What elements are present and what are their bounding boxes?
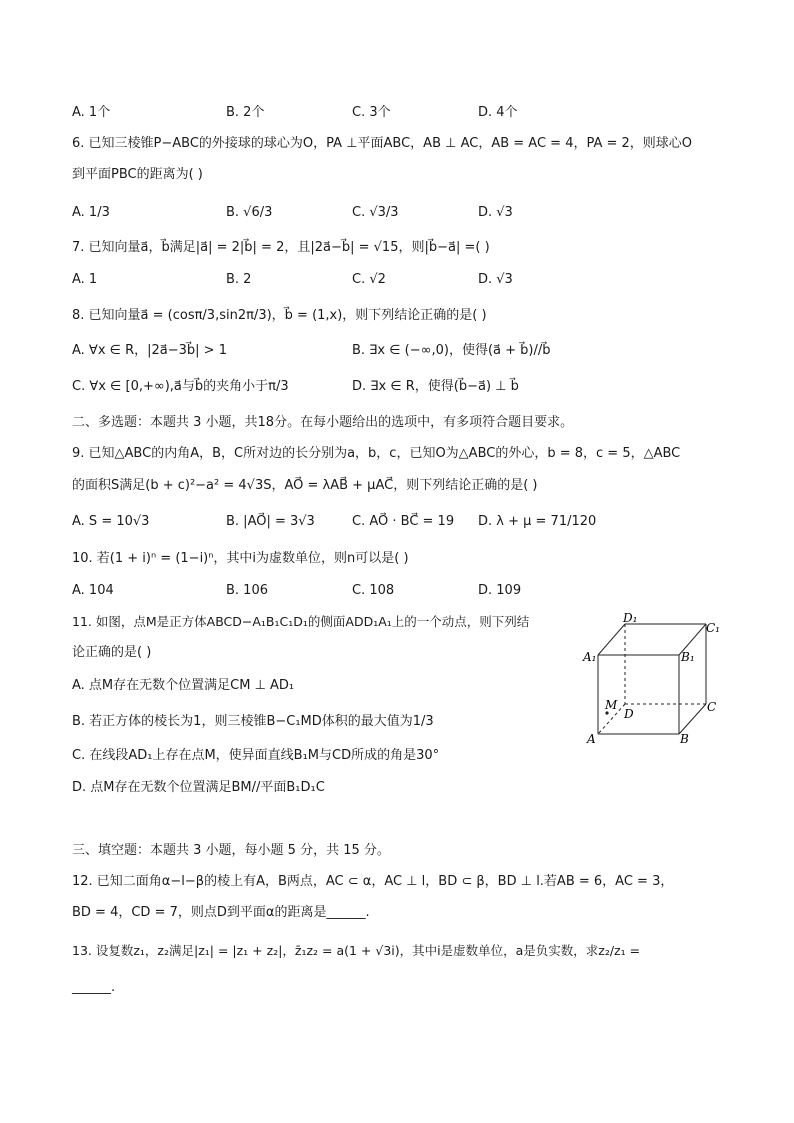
label-d: D bbox=[624, 707, 634, 721]
q7-option-b: B. 2 bbox=[226, 272, 252, 287]
q8-option-c: C. ∀x ∈ [0,+∞),a⃗与b⃗的夹角小于π/3 bbox=[72, 379, 289, 394]
q7-option-c: C. √2 bbox=[352, 272, 386, 287]
q10-stem: 10. 若(1 + i)ⁿ = (1−i)ⁿ，其中i为虚数单位，则n可以是( ) bbox=[72, 551, 409, 566]
label-c: C bbox=[707, 700, 717, 714]
q11-stem-line2: 论正确的是( ) bbox=[72, 645, 152, 660]
q13-stem-line1: 13. 设复数z₁，z₂满足|z₁| = |z₁ + z₂|，z̄₁z₂ = a(1 + √3i)，其中i是虚数单位，a是负实数，求z₂/z₁ = bbox=[72, 943, 641, 958]
section-3-heading: 三、填空题：本题共 3 小题，每小题 5 分，共 15 分。 bbox=[72, 843, 390, 858]
q6-option-c: C. √3/3 bbox=[352, 205, 399, 220]
label-b1: B₁ bbox=[681, 650, 695, 664]
q10-option-d: D. 109 bbox=[478, 583, 522, 598]
q6-option-a: A. 1/3 bbox=[72, 205, 110, 220]
q11-option-a: A. 点M存在无数个位置满足CM ⊥ AD₁ bbox=[72, 678, 295, 693]
label-c1: C₁ bbox=[706, 621, 720, 635]
q11-option-c: C. 在线段AD₁上存在点M，使异面直线B₁M与CD所成的角是30° bbox=[72, 748, 440, 763]
q12-stem-line1: 12. 已知二面角α−l−β的棱上有A，B两点，AC ⊂ α，AC ⊥ l，BD ⊂ β，BD ⊥ l.若AB = 6，AC = 3， bbox=[72, 874, 674, 889]
section-2-heading: 二、多选题：本题共 3 小题，共18分。在每小题给出的选项中，有多项符合题目要求。 bbox=[72, 415, 574, 430]
q6-option-d: D. √3 bbox=[478, 205, 513, 220]
q9-option-b: B. |AO⃗| = 3√3 bbox=[226, 514, 315, 529]
q8-option-d: D. ∃x ∈ R，使得(b⃗−a⃗) ⊥ b⃗ bbox=[352, 379, 519, 394]
q8-stem: 8. 已知向量a⃗ = (cosπ/3,sin2π/3)，b⃗ = (1,x)，则下列结论正确的是( ) bbox=[72, 308, 487, 323]
label-a1: A₁ bbox=[583, 650, 597, 664]
q9-stem-line1: 9. 已知△ABC的内角A，B，C所对边的长分别为a，b，c，已知O为△ABC的外心，b = 8，c = 5，△ABC bbox=[72, 446, 681, 461]
q6-stem-line2: 到平面PBC的距离为( ) bbox=[72, 167, 203, 182]
q10-option-a: A. 104 bbox=[72, 583, 114, 598]
q5-option-d: D. 4个 bbox=[478, 105, 518, 120]
q9-stem-line2: 的面积S满足(b + c)²−a² = 4√3S，AO⃗ = λAB⃗ + μAC⃗，则下列结论正确的是( ) bbox=[72, 478, 538, 493]
q11-option-d: D. 点M存在无数个位置满足BM//平面B₁D₁C bbox=[72, 780, 325, 795]
q5-option-c: C. 3个 bbox=[352, 105, 391, 120]
q13-stem-line2: ______. bbox=[72, 980, 116, 995]
q9-option-a: A. S = 10√3 bbox=[72, 514, 150, 529]
label-m: M bbox=[605, 698, 618, 712]
q5-option-b: B. 2个 bbox=[226, 105, 265, 120]
cube-figure bbox=[580, 612, 730, 748]
cube-edge bbox=[679, 704, 706, 734]
q6-stem-line1: 6. 已知三棱锥P−ABC的外接球的球心为O，PA ⊥平面ABC，AB ⊥ AC，AB = AC = 4，PA = 2，则球心O bbox=[72, 136, 693, 151]
q7-option-d: D. √3 bbox=[478, 272, 513, 287]
q12-stem-line2: BD = 4，CD = 7，则点D到平面α的距离是______. bbox=[72, 905, 370, 920]
q10-option-c: C. 108 bbox=[352, 583, 395, 598]
q5-option-a: A. 1个 bbox=[72, 105, 111, 120]
q11-option-b: B. 若正方体的棱长为1，则三棱锥B−C₁MD体积的最大值为1/3 bbox=[72, 714, 434, 729]
q9-option-d: D. λ + μ = 71/120 bbox=[478, 514, 597, 529]
q8-option-a: A. ∀x ∈ R，|2a⃗−3b⃗| > 1 bbox=[72, 343, 227, 358]
label-d1: D₁ bbox=[623, 612, 638, 625]
q7-option-a: A. 1 bbox=[72, 272, 98, 287]
q10-option-b: B. 106 bbox=[226, 583, 268, 598]
label-b: B bbox=[680, 732, 689, 746]
q8-option-b: B. ∃x ∈ (−∞,0)，使得(a⃗ + b⃗)//b⃗ bbox=[352, 343, 551, 358]
label-a: A bbox=[587, 732, 596, 746]
q9-option-c: C. AO⃗ · BC⃗ = 19 bbox=[352, 514, 455, 529]
q11-stem-line1: 11. 如图，点M是正方体ABCD−A₁B₁C₁D₁的侧面ADD₁A₁上的一个动点，则下列结 bbox=[72, 614, 530, 629]
q6-option-b: B. √6/3 bbox=[226, 205, 273, 220]
q7-stem: 7. 已知向量a⃗，b⃗满足|a⃗| = 2|b⃗| = 2，且|2a⃗−b⃗| = √15，则|b⃗−a⃗| =( ) bbox=[72, 240, 490, 255]
cube-edge bbox=[598, 624, 625, 655]
